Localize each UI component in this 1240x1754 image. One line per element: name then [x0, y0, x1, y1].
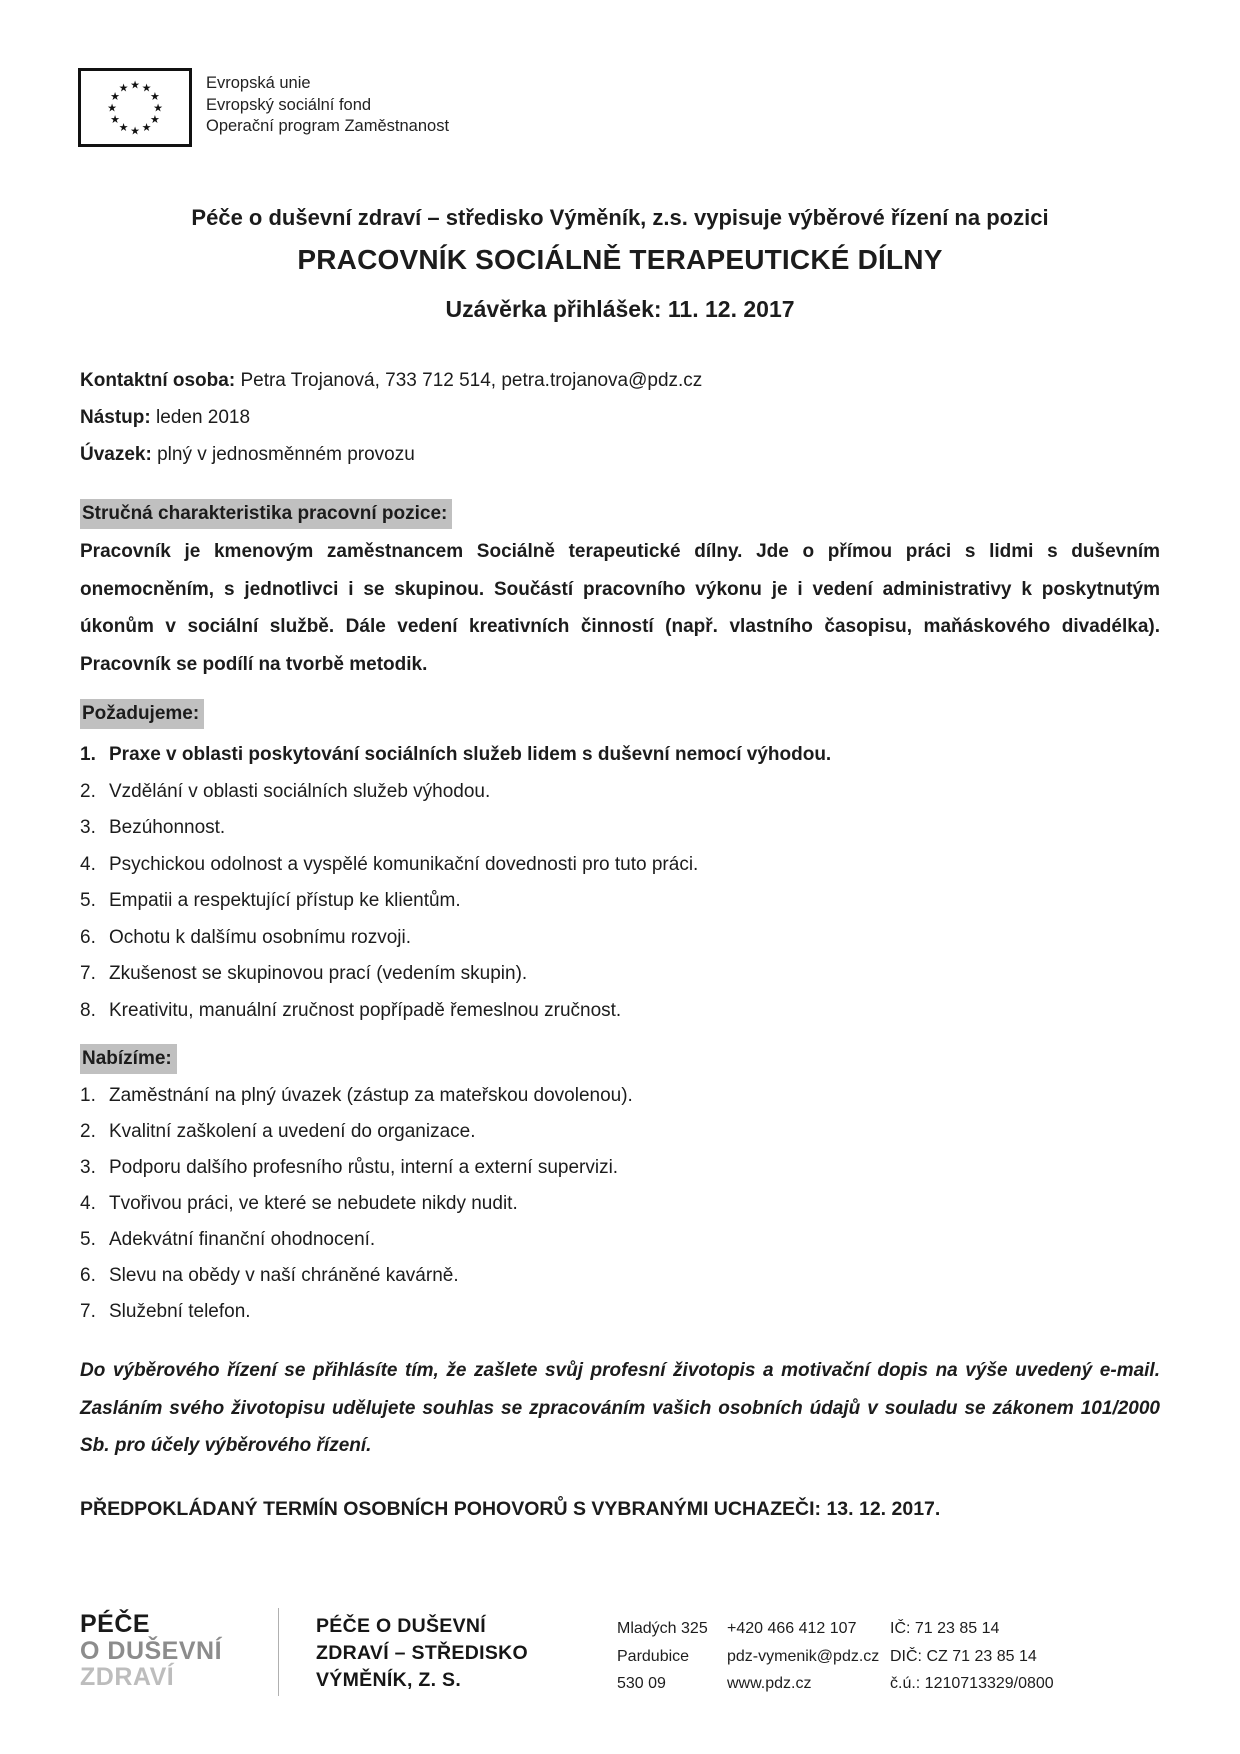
- svg-text:★: ★: [141, 82, 152, 95]
- org-name-line: VÝMĚNÍK, Z. S.: [316, 1669, 462, 1691]
- contact-label: Úvazek:: [80, 444, 152, 465]
- eu-flag-icon: [78, 68, 192, 147]
- item-text: Vzdělání v oblasti sociálních služeb výhodou.: [109, 780, 491, 802]
- requirements-list: [80, 737, 1160, 1029]
- item-number: 3.: [80, 817, 96, 838]
- item-number: 2.: [80, 780, 96, 802]
- eu-programme-text: [206, 68, 449, 138]
- footer: [78, 1605, 1188, 1715]
- footer-divider: [278, 1608, 279, 1696]
- contact-value: Petra Trojanová, 733 712 514, petra.trojanova@pdz.cz: [240, 370, 703, 391]
- registry-line: č.ú.: 1210713329/0800: [890, 1675, 1054, 1692]
- item-number: 7.: [80, 963, 96, 984]
- offer-list: [80, 1078, 1160, 1330]
- contact-line: [80, 436, 1160, 473]
- requirement-item: [80, 920, 1160, 957]
- application-instructions: Do výběrového řízení se přihlásíte tím, že zašlete svůj profesní životopis a motivační dopis na výše uvedený e-mail. Zasláním svého životopisu udělujete souhlas se zpracováním vašich osobních údajů v souladu se zákonem 101/2000 Sb. pro účely výběrového řízení.: [80, 1360, 1160, 1456]
- item-number: 1.: [80, 1085, 96, 1106]
- requirement-item: [80, 737, 1160, 774]
- offer-item: [80, 1078, 1160, 1114]
- offer-item: [80, 1294, 1160, 1330]
- contact-value: leden 2018: [156, 407, 251, 428]
- svg-text:★: ★: [153, 102, 163, 115]
- item-number: 7.: [80, 1301, 96, 1322]
- item-number: 5.: [80, 1229, 96, 1250]
- section-heading-characteristics: Stručná charakteristika pracovní pozice:: [80, 499, 452, 529]
- contact-line: [80, 362, 1160, 399]
- item-text: Empatii a respektující přístup ke klientům.: [109, 890, 461, 911]
- characteristics-paragraph: Pracovník je kmenovým zaměstnancem Sociálně terapeutické dílny. Jde o přímou práci s lidmi s duševním onemocněním, s jednotlivci i se skupinou. Součástí pracovního výkonu je i vedení administrativy k poskytnutým úkonům v sociální službě. Dále vedení kreativních činností (např. vlastního časopisu, maňáskového divadélka). Pracovník se podílí na tvorbě metodik.: [80, 541, 1160, 675]
- item-number: 6.: [80, 926, 96, 948]
- requirement-item: [80, 993, 1160, 1030]
- svg-text:★: ★: [118, 122, 129, 135]
- contact-label: Nástup:: [80, 407, 151, 428]
- eu-text-line: Evropská unie: [206, 74, 311, 92]
- svg-text:★: ★: [130, 125, 140, 138]
- item-text: Podporu dalšího profesního růstu, interní a externí supervizi.: [109, 1157, 619, 1178]
- address-line: 530 09: [617, 1675, 666, 1692]
- item-text: Ochotu k dalšímu osobnímu rozvoji.: [109, 926, 412, 948]
- svg-text:★: ★: [110, 90, 121, 103]
- item-text: Psychickou odolnost a vyspělé komunikační dovednosti pro tuto práci.: [109, 853, 699, 875]
- svg-text:★: ★: [118, 82, 129, 95]
- item-text: Adekvátní finanční ohodnocení.: [109, 1229, 376, 1250]
- svg-text:★: ★: [149, 90, 160, 103]
- item-number: 8.: [80, 999, 96, 1021]
- svg-text:★: ★: [141, 122, 152, 135]
- footer-address: [617, 1615, 708, 1698]
- svg-text:★: ★: [107, 102, 117, 115]
- registry-line: DIČ: CZ 71 23 85 14: [890, 1647, 1037, 1665]
- footer-registry: [890, 1615, 1054, 1698]
- svg-text:★: ★: [110, 113, 121, 126]
- svg-text:★: ★: [130, 79, 140, 92]
- application-deadline: Uzávěrka přihlášek: 11. 12. 2017: [445, 296, 795, 322]
- eu-logo-block: [78, 68, 449, 147]
- footer-contact-line: +420 466 412 107: [727, 1620, 857, 1637]
- item-number: 2.: [80, 1121, 96, 1142]
- org-name-line: PÉČE O DUŠEVNÍ: [316, 1615, 486, 1637]
- logo-line: PÉČE: [80, 1610, 151, 1638]
- offer-item: [80, 1150, 1160, 1186]
- organization-name: [316, 1613, 528, 1694]
- interview-date-note: PŘEDPOKLÁDANÝ TERMÍN OSOBNÍCH POHOVORŮ S VYBRANÝMI UCHAZEČI: 13. 12. 2017.: [80, 1498, 941, 1520]
- item-text: Slevu na obědy v naší chráněné kavárně.: [109, 1265, 459, 1286]
- contact-line: [80, 399, 1160, 436]
- logo-line: O DUŠEVNÍ: [80, 1636, 223, 1665]
- address-line: Pardubice: [617, 1647, 690, 1665]
- item-number: 5.: [80, 890, 96, 911]
- footer-contact: [727, 1615, 879, 1698]
- position-title: PRACOVNÍK SOCIÁLNĚ TERAPEUTICKÉ DÍLNY: [297, 244, 943, 275]
- contact-value: plný v jednosměnném provozu: [157, 444, 415, 465]
- item-text: Kreativitu, manuální zručnost popřípadě řemeslnou zručnost.: [109, 999, 622, 1021]
- eu-text-line: Evropský sociální fond: [206, 95, 372, 114]
- organization-logo: [80, 1611, 222, 1691]
- requirement-item: [80, 883, 1160, 920]
- item-number: 4.: [80, 1193, 96, 1214]
- item-text: Zaměstnání na plný úvazek (zástup za mateřskou dovolenou).: [109, 1085, 633, 1106]
- item-text: Praxe v oblasti poskytování sociálních služeb lidem s duševní nemocí výhodou.: [109, 744, 832, 765]
- svg-text:★: ★: [149, 113, 160, 126]
- requirement-item: [80, 847, 1160, 884]
- item-number: 4.: [80, 853, 96, 875]
- item-number: 3.: [80, 1157, 96, 1178]
- item-number: 6.: [80, 1265, 96, 1286]
- contact-label: Kontaktní osoba:: [80, 370, 236, 391]
- item-text: Zkušenost se skupinovou prací (vedením skupin).: [109, 963, 528, 984]
- requirement-item: [80, 956, 1160, 993]
- eu-text-line: Operační program Zaměstnanost: [206, 117, 450, 135]
- registry-line: IČ: 71 23 85 14: [890, 1620, 1000, 1637]
- org-name-line: ZDRAVÍ – STŘEDISKO: [316, 1642, 528, 1664]
- logo-line: ZDRAVÍ: [80, 1663, 175, 1691]
- item-text: Tvořivou práci, ve které se nebudete nikdy nudit.: [109, 1193, 518, 1214]
- contact-info: [80, 362, 1160, 473]
- section-heading-requirements: Požadujeme:: [80, 699, 204, 729]
- offer-item: [80, 1114, 1160, 1150]
- requirement-item: [80, 774, 1160, 811]
- item-text: Bezúhonnost.: [109, 817, 226, 838]
- section-heading-offer: Nabízíme:: [80, 1044, 177, 1074]
- offer-item: [80, 1258, 1160, 1294]
- vacancy-intro-heading: Péče o duševní zdraví – středisko Výměník, z.s. vypisuje výběrové řízení na pozici: [191, 205, 1049, 230]
- requirement-item: [80, 810, 1160, 847]
- item-number: 1.: [80, 744, 96, 765]
- item-text: Služební telefon.: [109, 1301, 251, 1322]
- item-text: Kvalitní zaškolení a uvedení do organizace.: [109, 1121, 476, 1142]
- offer-item: [80, 1222, 1160, 1258]
- address-line: Mladých 325: [617, 1620, 708, 1637]
- footer-contact-line: www.pdz.cz: [727, 1675, 812, 1692]
- footer-contact-line: pdz-vymenik@pdz.cz: [727, 1647, 880, 1665]
- offer-item: [80, 1186, 1160, 1222]
